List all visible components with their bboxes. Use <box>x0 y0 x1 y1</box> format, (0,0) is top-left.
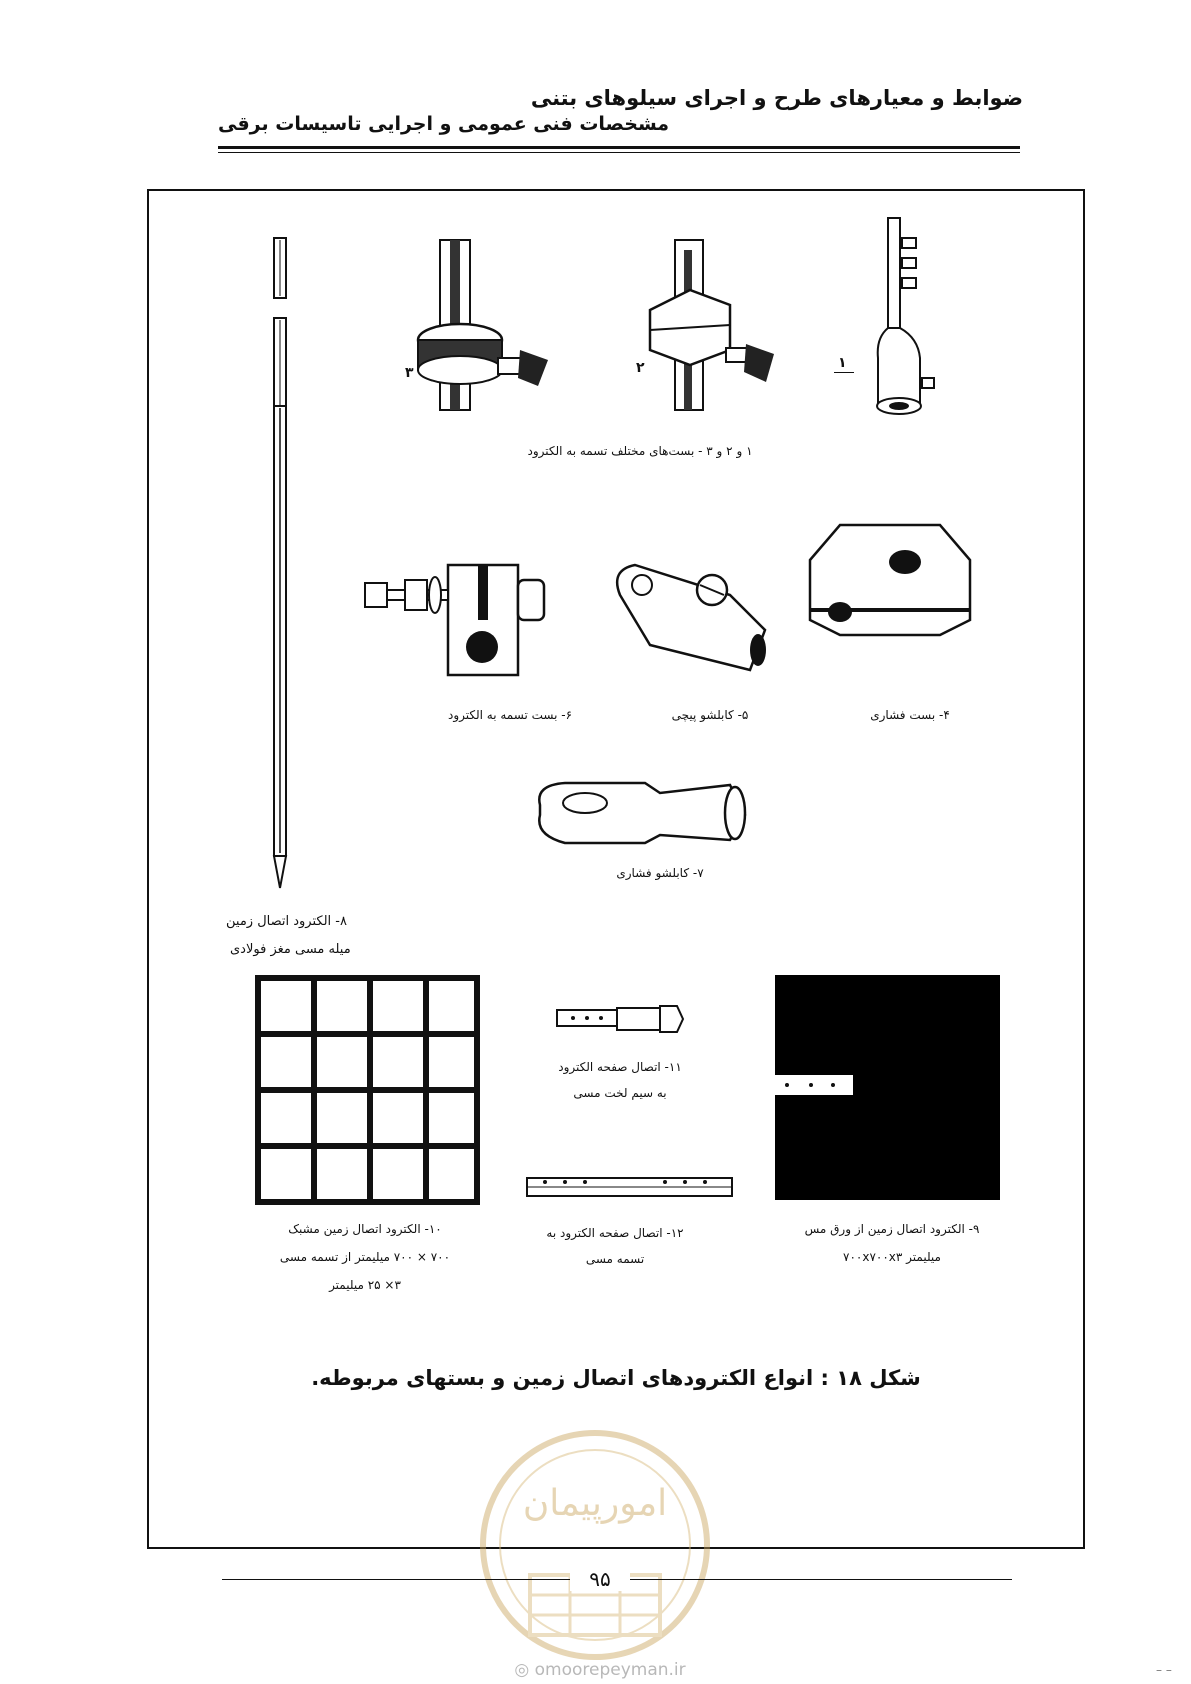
lug-5-illustration <box>610 555 780 685</box>
clamp-6-illustration <box>360 555 560 695</box>
caption-10-line1: ۱۰- الکترود اتصال زمین مشبک <box>288 1222 442 1236</box>
watermark-logo-text: امورپیمان <box>522 1483 668 1524</box>
plate-wire-connector-illustration <box>555 1000 685 1040</box>
figure-title: شکل ۱۸ : انواع الکترودهای اتصال زمین و بستهای مربوطه. <box>311 1366 921 1390</box>
clamp-2-illustration <box>650 240 790 420</box>
footer-site <box>470 1660 730 1680</box>
caption-4: ۴- بست فشاری <box>870 708 950 722</box>
caption-9-line1: ۹- الکترود اتصال زمین از ورق مس <box>804 1222 980 1236</box>
clamp-1-illustration <box>866 218 946 418</box>
item-1-underline <box>834 372 854 373</box>
header-rule-bottom <box>218 152 1020 153</box>
mesh-electrode-illustration <box>255 975 480 1205</box>
caption-12-line1: ۱۲- اتصال صفحه الکترود به <box>546 1226 684 1240</box>
book-title: ضوابط و معیارهای طرح و اجرای سیلوهای بتنی <box>530 86 1023 110</box>
item-1-number: ۱ <box>838 355 847 371</box>
caption-10-line3: ۳× ۲۵ میلیمتر <box>329 1278 401 1292</box>
clamp-3-illustration <box>420 240 560 420</box>
lug-7-illustration <box>535 775 750 850</box>
caption-6: ۶- بست تسمه به الکترود <box>447 708 573 722</box>
section-title: مشخصات فنی عمومی و اجرایی تاسیسات برقی <box>218 113 670 135</box>
header-rule-top <box>218 146 1020 149</box>
caption-9-line2: ۷۰۰x۷۰۰x۳ میلیمتر <box>843 1250 941 1264</box>
caption-8-line1: ۸- الکترود اتصال زمین <box>226 914 347 929</box>
ground-rod-illustration <box>270 238 300 908</box>
copper-plate-electrode-illustration <box>775 975 1000 1200</box>
plate-strip-connector-illustration <box>525 1172 735 1202</box>
page-number: ۹۵ <box>570 1567 630 1591</box>
caption-10-line2: ۷۰۰ × ۷۰۰ میلیمتر از تسمه مسی <box>279 1250 451 1264</box>
item-2-number: ۲ <box>636 360 645 376</box>
caption-11-line1: ۱۱- اتصال صفحه الکترود <box>558 1060 682 1074</box>
corner-mark: – – <box>1156 1663 1172 1677</box>
caption-8-line2: میله مسی مغز فولادی <box>230 942 351 957</box>
caption-11-line2: به سیم لخت مسی <box>573 1086 667 1100</box>
clamp-4-illustration <box>810 520 970 640</box>
watermark-logo <box>480 1425 710 1665</box>
caption-5: ۵- کابلشو پیچی <box>671 708 749 722</box>
item-3-number: ۳ <box>405 365 414 381</box>
caption-1-2-3: ۱ و ۲ و ۳ - بست‌های مختلف تسمه به الکترود <box>527 444 753 458</box>
caption-7: ۷- کابلشو فشاری <box>616 866 704 880</box>
instagram-icon: ◎ <box>514 1660 530 1680</box>
footer-site-text: omoorepeyman.ir <box>534 1660 686 1680</box>
caption-12-line2: تسمه مسی <box>585 1252 645 1266</box>
